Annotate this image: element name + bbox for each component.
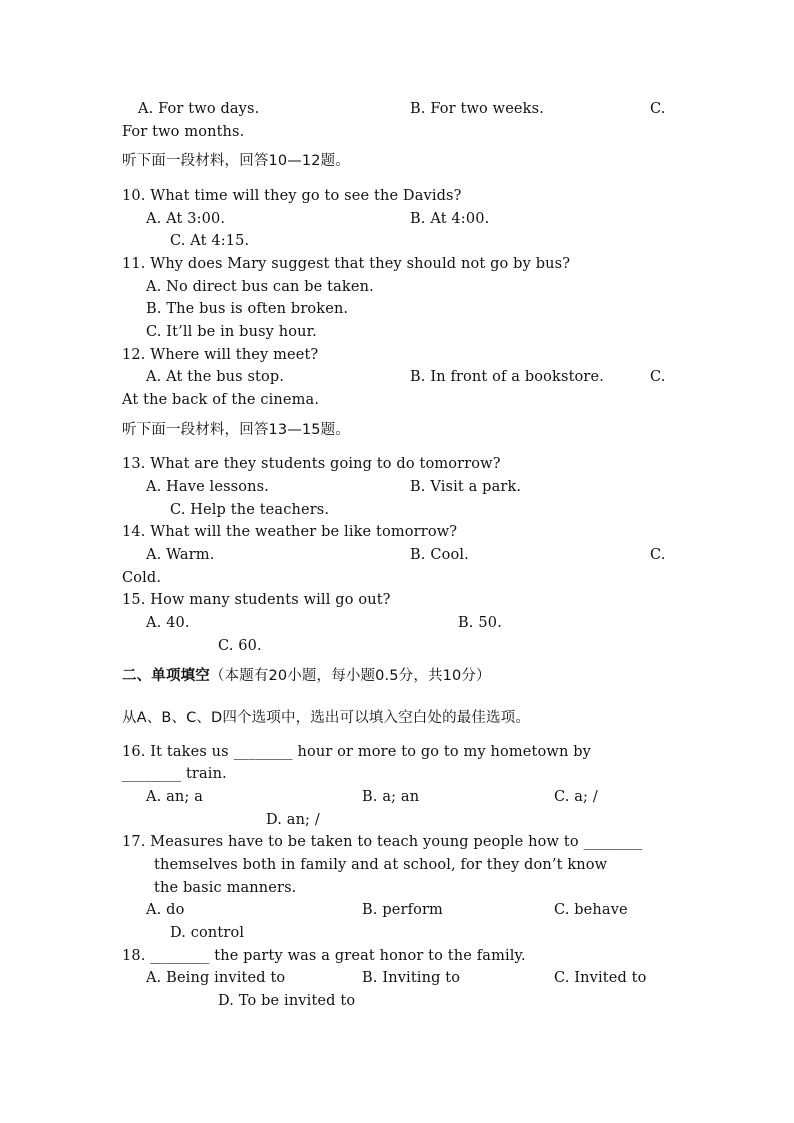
q17-option-b: B. perform <box>362 902 443 918</box>
q11-option-a: A. No direct bus can be taken. <box>146 279 374 295</box>
q12-option-c-letter: C. <box>650 369 666 385</box>
q14-option-b: B. Cool. <box>410 547 469 563</box>
q13-option-a: A. Have lessons. <box>146 479 269 495</box>
question-10: 10. What time will they go to see the Davids? <box>122 188 462 204</box>
q18-option-a: A. Being invited to <box>146 970 286 986</box>
q12-option-b: B. In front of a bookstore. <box>410 369 605 385</box>
question-17-line-2: themselves both in family and at school, for they don’t know <box>154 857 608 873</box>
q18-option-d: D. To be invited to <box>218 993 356 1009</box>
q18-option-b: B. Inviting to <box>362 970 461 986</box>
q16-option-c: C. a; / <box>554 789 598 805</box>
q15-option-b: B. 50. <box>458 615 502 631</box>
q12-option-c-text: At the back of the cinema. <box>122 392 320 408</box>
q9-option-a: A. For two days. <box>138 101 260 117</box>
q16-option-b: B. a; an <box>362 789 420 805</box>
question-15: 15. How many students will go out? <box>122 592 391 608</box>
q9-option-b: B. For two weeks. <box>410 101 544 117</box>
q17-option-a: A. do <box>146 902 185 918</box>
q9-option-c-letter: C. <box>650 101 666 117</box>
question-17-line-3: the basic manners. <box>154 880 297 896</box>
q13-option-c: C. Help the teachers. <box>170 502 330 518</box>
q14-option-c-text: Cold. <box>122 570 162 586</box>
q10-option-a: A. At 3:00. <box>146 211 226 227</box>
q10-option-b: B. At 4:00. <box>410 211 490 227</box>
q16-option-d: D. an; / <box>266 812 320 828</box>
q15-option-a: A. 40. <box>146 615 190 631</box>
section-2-instruction: 从A、B、C、D四个选项中，选出可以填入空白处的最佳选项。 <box>122 710 531 726</box>
instruction-10-12: 听下面一段材料，回答10—12题。 <box>122 153 350 169</box>
q12-option-a: A. At the bus stop. <box>146 369 285 385</box>
q13-option-b: B. Visit a park. <box>410 479 522 495</box>
q10-option-c: C. At 4:15. <box>170 233 250 249</box>
q15-option-c: C. 60. <box>218 638 262 654</box>
q16-option-a: A. an; a <box>146 789 204 805</box>
q9-option-c-text: For two months. <box>122 124 245 140</box>
instruction-13-15: 听下面一段材料，回答13—15题。 <box>122 422 350 438</box>
question-16-line-1: 16. It takes us ________ hour or more to go to my hometown by <box>122 744 591 760</box>
question-11: 11. Why does Mary suggest that they should not go by bus? <box>122 256 571 272</box>
q17-option-c: C. behave <box>554 902 628 918</box>
section-2-title-bold: 二、单项填空 <box>122 668 210 684</box>
question-12: 12. Where will they meet? <box>122 347 319 363</box>
question-17-line-1: 17. Measures have to be taken to teach young people how to ________ <box>122 834 643 850</box>
question-13: 13. What are they students going to do tomorrow? <box>122 456 501 472</box>
q11-option-c: C. It’ll be in busy hour. <box>146 324 317 340</box>
q17-option-d: D. control <box>170 925 245 941</box>
section-2-title-rest: （本题有20小题，每小题0.5分，共10分） <box>209 668 491 684</box>
question-14: 14. What will the weather be like tomorrow? <box>122 524 458 540</box>
question-18: 18. ________ the party was a great honor to the family. <box>122 948 526 964</box>
section-2-title <box>122 666 491 686</box>
q14-option-a: A. Warm. <box>146 547 215 563</box>
q18-option-c: C. Invited to <box>554 970 647 986</box>
q14-option-c-letter: C. <box>650 547 666 563</box>
question-16-line-2: ________ train. <box>122 766 227 782</box>
q11-option-b: B. The bus is often broken. <box>146 301 349 317</box>
